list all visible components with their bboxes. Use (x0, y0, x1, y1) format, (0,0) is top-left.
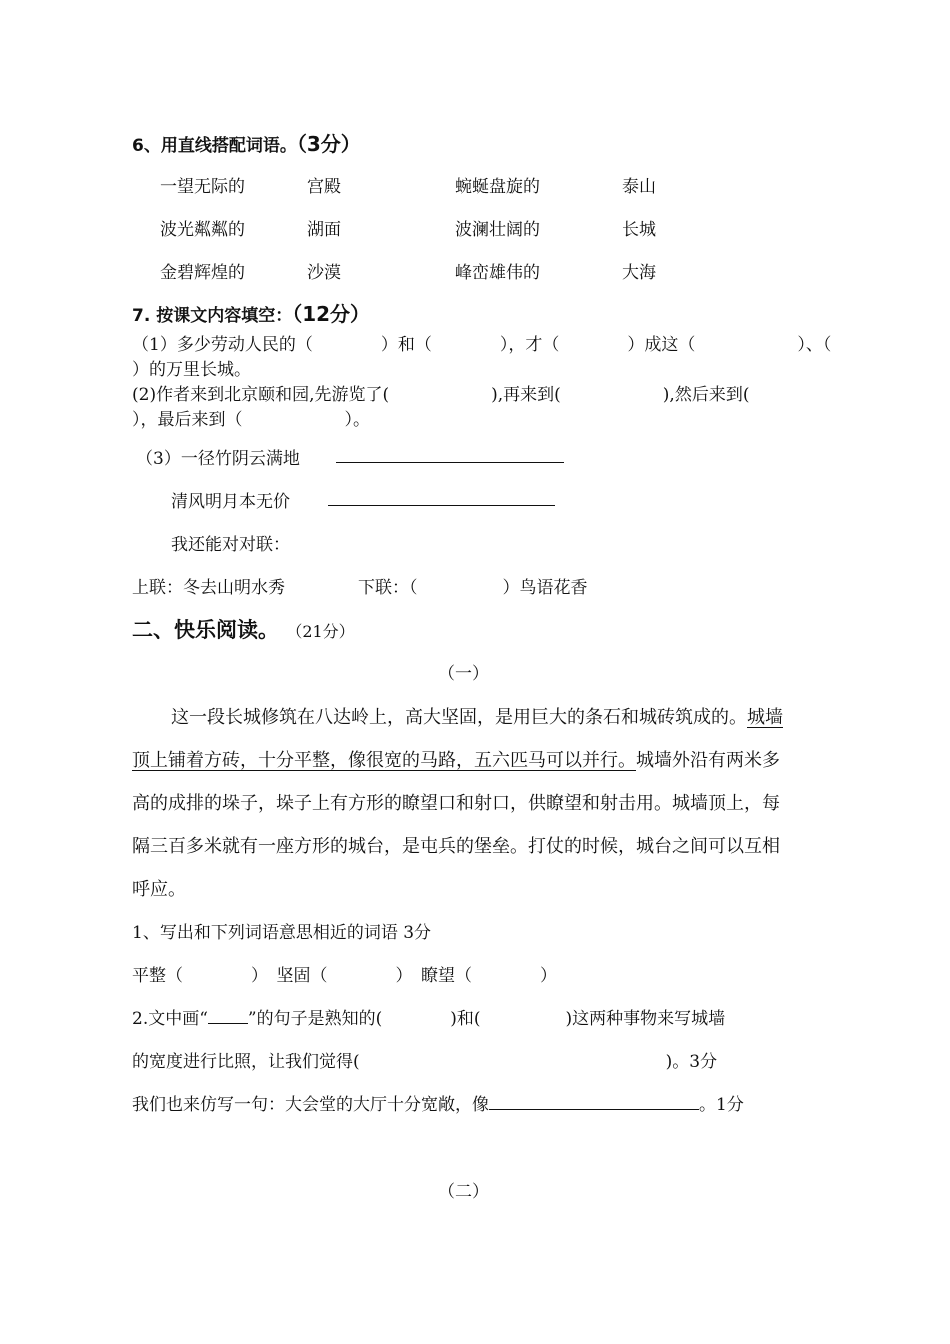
q6-score: （3分） (296, 132, 361, 156)
q6-cell: 波澜壮阔的 (455, 220, 540, 240)
q7-part3-blank[interactable] (336, 443, 564, 463)
passage-line: 这一段长城修筑在八达岭上，高大坚固，是用巨大的条石和城砖筑成的。城墙 (171, 707, 783, 728)
q6-cell: 峰峦雄伟的 (455, 263, 540, 283)
q6-cell: 长城 (622, 220, 656, 240)
couplet-upper: 上联：冬去山明水秀 (132, 578, 285, 598)
q7-part1-line2: ）的万里长城。 (132, 360, 251, 380)
reading-part-1-heading: （一） (438, 664, 489, 684)
q7-part3-label: （3）一径竹阴云满地 (136, 449, 300, 469)
q7-title: 7. 按课文内容填空：（12分） (132, 302, 371, 326)
reading-q2-line1: 2.文中画“ ”的句子是熟知的( )和( )这两种事物来写城墙 (132, 1009, 726, 1029)
underline-mark-sample (208, 1007, 248, 1024)
q7-couplet-prompt: 我还能对对联： (171, 535, 290, 555)
reading-q1: 1、写出和下列词语意思相近的词语 3分 (132, 923, 432, 943)
q6-cell: 湖面 (307, 220, 341, 240)
q7-part1-line1: （1）多少劳动人民的（ ）和（ ），才（ ）成这（ ）、（ (132, 335, 832, 355)
q7-part2-line2: ），最后来到（ ）。 (132, 410, 370, 430)
q6-cell: 大海 (622, 263, 656, 283)
underlined-sentence: 顶上铺着方砖，十分平整，像很宽的马路，五六匹马可以并行。 (132, 750, 636, 771)
couplet-lower: 下联：（ ）鸟语花香 (358, 578, 588, 598)
q6-cell: 宫殿 (307, 177, 341, 197)
q6-cell: 一望无际的 (160, 177, 245, 197)
imitation-blank[interactable] (489, 1093, 699, 1110)
passage-line: 隔三百多米就有一座方形的城台，是屯兵的堡垒。打仗的时候，城台之间可以互相 (132, 836, 780, 857)
q6-cell: 波光粼粼的 (160, 220, 245, 240)
reading-q3: 我们也来仿写一句：大会堂的大厅十分宽敞，像 。1分 (132, 1095, 744, 1115)
reading-part-2-heading: （二） (438, 1182, 489, 1202)
q6-title: 6、用直线搭配词语。（3分） (132, 132, 361, 156)
underlined-sentence: 城墙 (747, 707, 783, 728)
reading-q2-line2: 的宽度进行比照，让我们觉得( )。3分 (132, 1052, 718, 1072)
passage-line: 呼应。 (132, 879, 186, 900)
q6-cell: 沙漠 (307, 263, 341, 283)
section-2-title: 二、快乐阅读。 （21分） (132, 618, 355, 642)
section-2-score: （21分） (286, 622, 355, 641)
passage-line: 顶上铺着方砖，十分平整，像很宽的马路，五六匹马可以并行。城墙外沿有两米多 (132, 750, 780, 771)
q6-cell: 蜿蜒盘旋的 (455, 177, 540, 197)
q7-part2-line1: (2)作者来到北京颐和园,先游览了( ),再来到( ),然后来到( (132, 385, 750, 405)
q6-cell: 泰山 (622, 177, 656, 197)
q7-part3b-blank[interactable] (328, 486, 555, 506)
passage-line: 高的成排的垛子，垛子上有方形的瞭望口和射口，供瞭望和射击用。城墙顶上，每 (132, 793, 780, 814)
reading-q1-words: 平整（ ） 坚固（ ） 瞭望（ ） (132, 966, 557, 986)
q7-part3b-label: 清风明月本无价 (171, 492, 290, 512)
q6-cell: 金碧辉煌的 (160, 263, 245, 283)
q7-score: （12分） (292, 302, 371, 326)
